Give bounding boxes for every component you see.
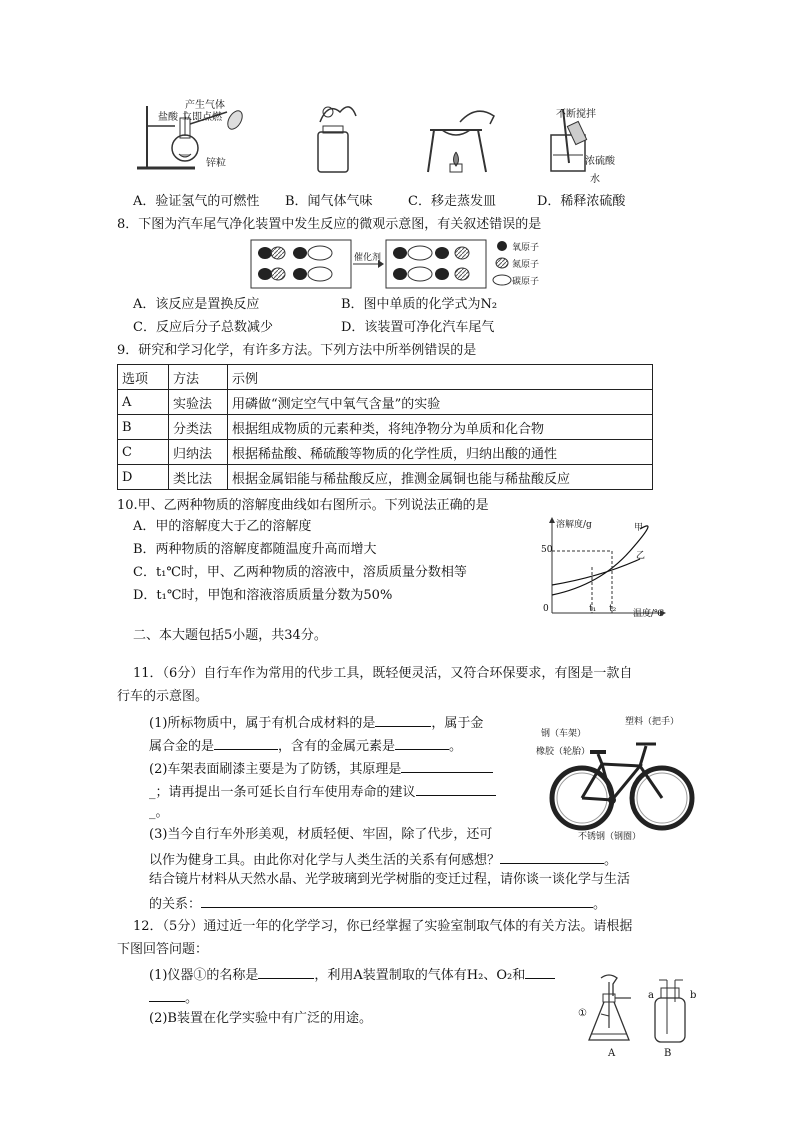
- q11-part2-line2: [149, 781, 496, 802]
- q7-a-acid-label: 盐酸: [158, 112, 178, 123]
- chart-t1-label: t₁: [589, 604, 597, 614]
- q11-blank-organic[interactable]: [375, 712, 431, 727]
- q9-stem: 9．研究和学习化学，有许多方法。下列方法中所举例错误的是: [117, 343, 477, 358]
- q11-blank-feeling[interactable]: [500, 849, 604, 864]
- table-row: [118, 415, 653, 440]
- row-c-method: 归纳法: [169, 440, 228, 465]
- q12-fig-b: b: [690, 990, 697, 1001]
- q9-methods-table: [117, 364, 653, 490]
- q11-p3e: 的关系：: [149, 897, 202, 912]
- q12-blank-instrument[interactable]: [258, 964, 314, 979]
- q12-part1-line1: [149, 964, 555, 985]
- q12-p1a: (1)仪器①的名称是: [149, 968, 259, 983]
- q12-p1b: ，利用A装置制取的气体有H₂、O₂和: [314, 968, 526, 983]
- q12-line2: 下图回答问题：: [117, 942, 209, 957]
- q11-p2b: _；请再提出一条可延长自行车使用寿命的建议: [149, 785, 416, 800]
- chart-yi-label: 乙: [636, 551, 646, 561]
- q8-legend-carbon: 碳原子: [512, 277, 540, 287]
- q7-d-stir-label: 不断搅拌: [556, 109, 596, 120]
- row-d-example: 根据金属铝能与稀盐酸反应，推测金属铜也能与稀盐酸反应: [228, 465, 653, 490]
- q11-p1d: ，含有的金属元素是: [278, 739, 396, 754]
- row-b-option: B: [118, 415, 169, 440]
- q8-legend-nitrogen: 氮原子: [512, 260, 540, 270]
- row-b-method: 分类法: [169, 415, 228, 440]
- q8-reaction-diagram: [250, 238, 550, 290]
- q8-option-a: A．该反应是置换反应: [133, 297, 260, 312]
- row-a-option: A: [118, 390, 169, 415]
- q7-a-gas-label: 产生气体: [185, 100, 225, 111]
- q12-blank-gas-cont[interactable]: [149, 987, 185, 1002]
- q11-part1-line2: [149, 735, 462, 756]
- bike-label-steel: 钢（车架）: [541, 729, 587, 739]
- q12-line1: 12．（5分）通过近一年的化学学习，你已经掌握了实验室制取气体的有关方法。请根据: [133, 919, 633, 934]
- chart-origin-label: 0: [543, 604, 549, 614]
- table-row: [118, 440, 653, 465]
- q11-line2: 行车的示意图。: [117, 689, 209, 704]
- q12-apparatus-figure: [575, 972, 700, 1062]
- q8-option-b: B．图中单质的化学式为N₂: [341, 297, 498, 312]
- q12-part1-line2: [149, 987, 198, 1008]
- q10-option-c: C．t₁℃时，甲、乙两种物质的溶液中，溶质质量分数相等: [133, 565, 467, 580]
- table-row: [118, 390, 653, 415]
- q11-p3c: 。: [604, 853, 618, 868]
- row-a-example: 用磷做“测定空气中氧气含量”的实验: [228, 390, 653, 415]
- q11-blank-suggestion[interactable]: [416, 781, 496, 796]
- row-a-method: 实验法: [169, 390, 228, 415]
- q11-part3-line3: 结合镜片材料从天然水晶、光学玻璃到光学树脂的变迁过程，请你谈一谈化学与生活: [149, 872, 631, 887]
- q7-a-zinc-label: 锌粒: [206, 158, 226, 169]
- q11-part3-line1: (3)当今自行车外形美观，材质轻便、牢固，除了代步，还可: [149, 827, 493, 842]
- q10-option-b: B．两种物质的溶解度都随温度升高而增大: [133, 542, 377, 557]
- row-c-option: C: [118, 440, 169, 465]
- q10-option-d: D．t₁℃时，甲饱和溶液溶质质量分数为50%: [133, 588, 393, 603]
- q11-p3b: 以作为健身工具。由此你对化学与人类生活的关系有何感想？: [149, 853, 501, 868]
- q7-d-acid-label: 浓硫酸: [585, 156, 615, 167]
- chart-ylabel: 溶解度/g: [556, 520, 592, 530]
- q11-blank-principle[interactable]: [401, 758, 493, 773]
- q11-part2-line1: [149, 758, 493, 779]
- q11-p1b: ，属于金: [431, 716, 484, 731]
- smell-gas-drawing: [310, 100, 360, 175]
- q12-fig-A: A: [608, 1048, 616, 1059]
- q10-stem: 10.甲、乙两种物质的溶解度曲线如右图所示。下列说法正确的是: [117, 498, 489, 513]
- q11-p2a: (2)车架表面刷漆主要是为了防锈，其原理是: [149, 762, 402, 777]
- row-d-option: D: [118, 465, 169, 490]
- q12-fig-circle1: ①: [578, 1008, 587, 1019]
- q7-figure-b: [310, 100, 360, 175]
- q11-p3f: 。: [593, 897, 607, 912]
- evaporating-dish-drawing: [420, 100, 500, 175]
- q11-part3-line4: [149, 893, 606, 914]
- q8-catalyst-label: 催化剂: [354, 253, 382, 263]
- q12-p1c: 。: [185, 991, 199, 1006]
- curve-jia: [552, 526, 648, 595]
- chart-t2-label: t₂: [609, 604, 617, 614]
- reaction-molecules-drawing: [250, 238, 550, 290]
- table-row: [118, 465, 653, 490]
- q8-option-c: C．反应后分子总数减少: [133, 320, 273, 335]
- solubility-curves: [540, 515, 670, 620]
- q10-option-a: A．甲的溶解度大于乙的溶解度: [133, 519, 312, 534]
- q11-p1c: 属合金的是: [149, 739, 215, 754]
- q7-option-c: C．移走蒸发皿: [408, 194, 496, 209]
- q12-blank-gas[interactable]: [525, 964, 555, 979]
- q11-blank-metal[interactable]: [395, 735, 449, 750]
- row-d-method: 类比法: [169, 465, 228, 490]
- bike-label-stainless: 不锈钢（钢圈）: [578, 832, 642, 842]
- q8-option-d: D．该装置可净化汽车尾气: [341, 320, 495, 335]
- q8-stem: 8．下图为汽车尾气净化装置中发生反应的微观示意图，有关叙述错误的是: [117, 217, 542, 232]
- header-option: 选项: [118, 365, 169, 390]
- gas-apparatus-drawing: [575, 972, 700, 1062]
- header-example: 示例: [228, 365, 653, 390]
- chart-xlabel: 温度/℃: [633, 609, 665, 619]
- q11-part3-line2: [149, 849, 617, 870]
- chart-y50-label: 50: [541, 545, 553, 555]
- q7-figure-c: [420, 100, 500, 175]
- header-method: 方法: [169, 365, 228, 390]
- q11-blank-alloy[interactable]: [214, 735, 278, 750]
- bike-label-plastic: 塑料（把手）: [625, 717, 680, 727]
- q7-option-b: B．闻气体气味: [285, 194, 373, 209]
- q7-option-d: D．稀释浓硫酸: [537, 194, 626, 209]
- q12-part2: (2)B装置在化学实验中有广泛的用途。: [149, 1011, 372, 1026]
- q11-part2-line3: _。: [149, 805, 169, 820]
- q11-part1-line1: [149, 712, 483, 733]
- table-header-row: [118, 365, 653, 390]
- row-b-example: 根据组成物质的元素种类，将纯净物分为单质和化合物: [228, 415, 653, 440]
- bike-label-rubber: 橡胶（轮胎）: [536, 747, 591, 757]
- curve-yi: [552, 559, 640, 585]
- q7-option-a: A．验证氢气的可燃性: [133, 194, 260, 209]
- q11-p1e: 。: [449, 739, 463, 754]
- q11-blank-relation[interactable]: [201, 893, 593, 908]
- q8-legend-oxygen: 氧原子: [512, 243, 540, 253]
- q11-line1: 11．（6分）自行车作为常用的代步工具，既轻便灵活，又符合环保要求，有图是一款自: [133, 666, 633, 681]
- q11-p1a: (1)所标物质中，属于有机合成材料的是: [149, 716, 376, 731]
- row-c-example: 根据稀盐酸、稀硫酸等物质的化学性质，归纳出酸的通性: [228, 440, 653, 465]
- q12-fig-a: a: [648, 990, 654, 1001]
- q7-d-water-label: 水: [590, 174, 600, 185]
- section-two-heading: 二、本大题包括5小题，共34分。: [133, 628, 327, 643]
- q12-fig-B: B: [664, 1048, 672, 1059]
- q10-solubility-chart: [540, 515, 670, 620]
- q7-a-ignite-label: 立即点燃: [182, 112, 222, 123]
- chart-jia-label: 甲: [634, 523, 644, 533]
